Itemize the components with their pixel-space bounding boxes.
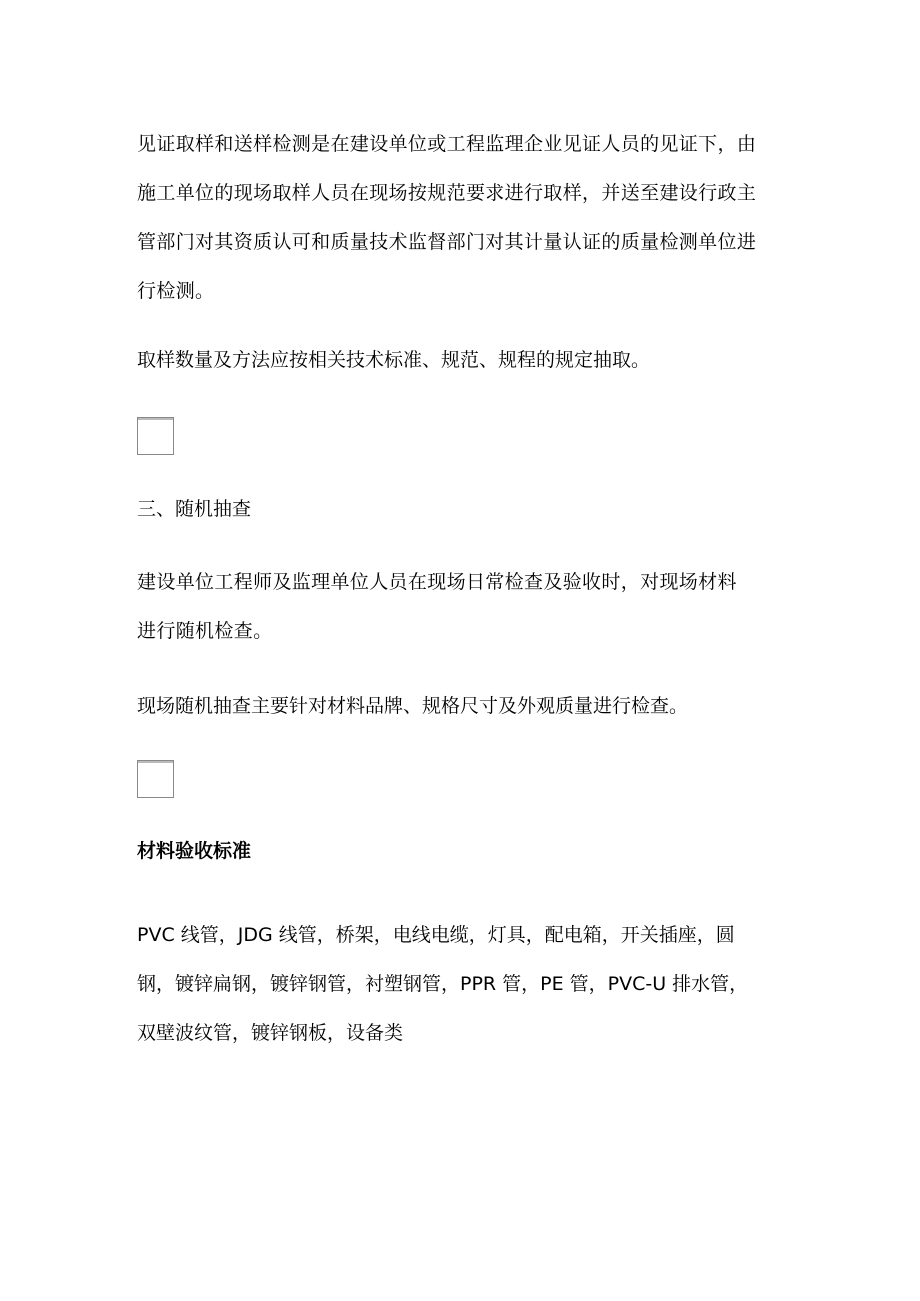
text-line: 管部门对其资质认可和质量技术监督部门对其计量认证的质量检测单位进 [137,231,757,253]
text-line: 行检测。 [137,280,215,302]
paragraph-sampling-quantity [137,336,650,385]
text-line: 进行随机检查。 [137,620,273,642]
text-line: 双壁波纹管，镀锌钢板，设备类 [137,1022,404,1044]
image-placeholder [137,417,174,455]
text-line: 钢，镀锌扁钢，镀锌钢管，衬塑钢管，PPR 管，PE 管，PVC-U 排水管， [137,973,749,995]
paragraph-material-list [137,911,748,1058]
section-heading-random-check [137,485,251,534]
text-line: 见证取样和送样检测是在建设单位或工程监理企业见证人员的见证下，由 [137,133,757,155]
heading-text: 三、随机抽查 [137,498,252,520]
paragraph-random-check-scope [137,682,688,731]
heading-text: 材料验收标准 [137,840,252,862]
section-heading-acceptance-standards [137,827,251,876]
image-placeholder [137,760,174,798]
text-line: PVC 线管，JDG 线管，桥架，电线电缆，灯具，配电箱，开关插座，圆 [137,924,735,946]
text-line: 现场随机抽查主要针对材料品牌、规格尺寸及外观质量进行检查。 [137,695,689,717]
text-line: 施工单位的现场取样人员在现场按规范要求进行取样，并送至建设行政主 [137,182,757,204]
paragraph-witness-sampling [137,120,756,316]
text-line: 建设单位工程师及监理单位人员在现场日常检查及验收时，对现场材料 [137,571,737,593]
paragraph-random-check [137,558,737,656]
text-line: 取样数量及方法应按相关技术标准、规范、规程的规定抽取。 [137,349,651,371]
